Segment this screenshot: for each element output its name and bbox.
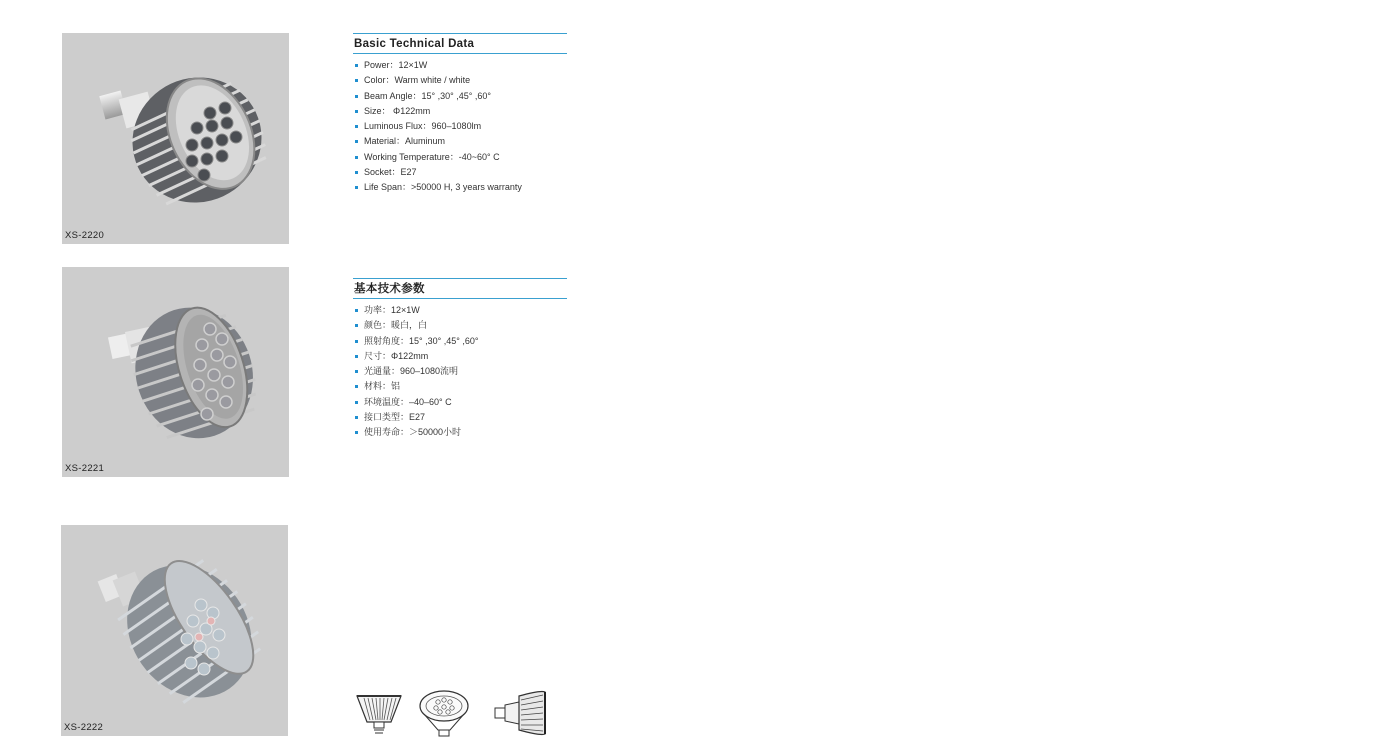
bullet-icon: [355, 340, 358, 343]
spec-item: [353, 134, 567, 149]
spec-item: [353, 180, 567, 195]
bullet-icon: [355, 110, 358, 113]
bullet-icon: [355, 324, 358, 327]
outline-diagrams: [350, 688, 560, 738]
spec-item: [353, 318, 567, 333]
spec-item: [353, 165, 567, 180]
model-label: XS-2221: [65, 463, 105, 474]
spec-text: Life Span：>50000 H, 3 years warranty: [364, 182, 522, 193]
spec-block-chinese: [353, 278, 567, 441]
spec-text: 光通量：960–1080流明: [364, 366, 459, 377]
spec-text: Working Temperature：-40~60° C: [364, 151, 500, 162]
spec-text: Material：Aluminum: [364, 136, 446, 147]
bullet-icon: [355, 79, 358, 82]
bullet-icon: [355, 355, 358, 358]
model-label: XS-2222: [64, 722, 104, 733]
lamp-image-2: [62, 267, 289, 477]
spec-item: [353, 334, 567, 349]
bullet-icon: [355, 309, 358, 312]
spec-item: [353, 58, 567, 73]
spec-item: [353, 89, 567, 104]
spec-item: [353, 119, 567, 134]
spec-text: 尺寸：Φ122mm: [364, 350, 429, 361]
spec-text: 照射角度：15° ,30° ,45° ,60°: [364, 335, 479, 346]
lamp-image-1: [62, 33, 289, 244]
spec-text: Beam Angle：15° ,30° ,45° ,60°: [364, 90, 491, 101]
product-photo-xs-2220: [62, 33, 289, 244]
bullet-icon: [355, 370, 358, 373]
spec-item: [353, 104, 567, 119]
top-view-diagram-icon: [418, 688, 470, 738]
spec-text: 功率：12×1W: [364, 305, 420, 315]
spec-item: [353, 410, 567, 425]
spec-text: Size： Φ122mm: [364, 105, 431, 116]
spec-title: 基本技术参数: [353, 278, 567, 299]
spec-item: [353, 379, 567, 394]
spec-item: [353, 349, 567, 364]
spec-text: Power：12×1W: [364, 60, 428, 70]
spec-item: [353, 73, 567, 88]
bullet-icon: [355, 186, 358, 189]
spec-list: [353, 58, 567, 196]
bullet-icon: [355, 171, 358, 174]
spec-list: [353, 303, 567, 441]
product-photo-xs-2221: [62, 267, 289, 477]
spec-item: [353, 425, 567, 440]
bullet-icon: [355, 125, 358, 128]
spec-block-english: [353, 33, 567, 196]
spec-item: [353, 150, 567, 165]
spec-title: Basic Technical Data: [353, 33, 567, 54]
bullet-icon: [355, 385, 358, 388]
bullet-icon: [355, 431, 358, 434]
spec-text: 环境温度：–40–60° C: [364, 396, 452, 407]
bullet-icon: [355, 95, 358, 98]
spec-text: Luminous Flux：960–1080lm: [364, 121, 482, 132]
spec-item: [353, 395, 567, 410]
spec-item: [353, 364, 567, 379]
model-label: XS-2220: [65, 230, 105, 241]
spec-item: [353, 303, 567, 318]
lamp-image-3: [61, 525, 288, 736]
spec-text: 使用寿命：＞50000小时: [364, 427, 462, 438]
spec-text: Socket：E27: [364, 167, 417, 178]
front-view-diagram-icon: [355, 688, 403, 738]
product-photo-xs-2222: [61, 525, 288, 736]
bullet-icon: [355, 140, 358, 143]
spec-text: 材料：铝: [364, 381, 401, 392]
bullet-icon: [355, 416, 358, 419]
spec-text: 颜色：暖白，白: [364, 320, 428, 331]
side-view-diagram-icon: [493, 688, 549, 738]
bullet-icon: [355, 64, 358, 67]
bullet-icon: [355, 401, 358, 404]
bullet-icon: [355, 156, 358, 159]
spec-text: Color：Warm white / white: [364, 75, 471, 86]
spec-text: 接口类型：E27: [364, 412, 426, 423]
